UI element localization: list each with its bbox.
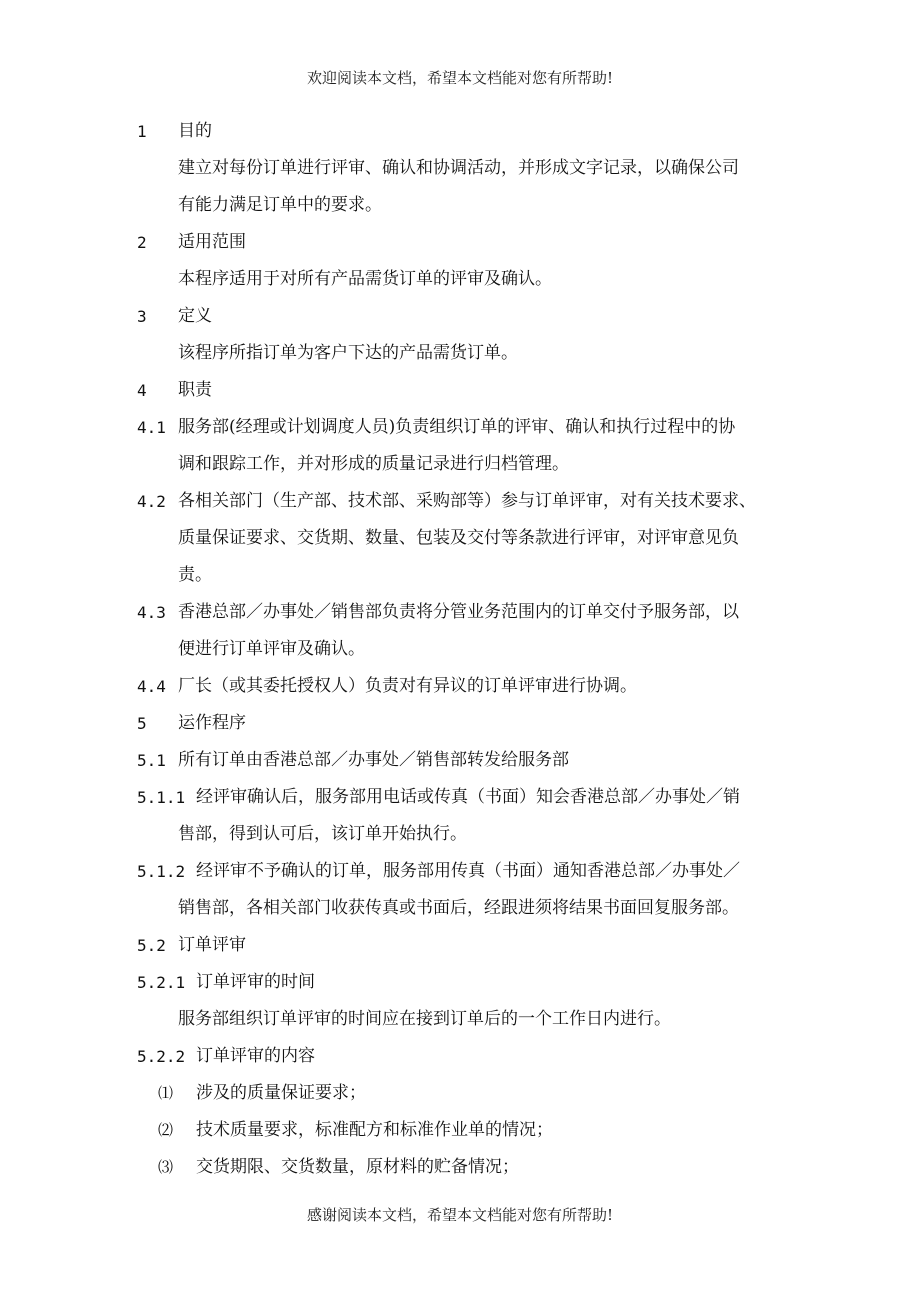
section-title: 适用范围 bbox=[178, 232, 246, 252]
section-number: 2 bbox=[137, 233, 147, 252]
section-3-heading bbox=[0, 298, 920, 335]
subsection-4-1 bbox=[0, 409, 920, 446]
paragraph-text: 调和跟踪工作，并对形成的质量记录进行归档管理。 bbox=[178, 454, 569, 474]
list-item-text: 技术质量要求，标准配方和标准作业单的情况； bbox=[196, 1120, 553, 1140]
subsection-4-2 bbox=[0, 483, 920, 520]
paragraph-text: 责。 bbox=[178, 565, 212, 585]
subsection-5-1 bbox=[0, 742, 920, 779]
section-number: 5.2 bbox=[137, 936, 166, 955]
section-number: 3 bbox=[137, 307, 147, 326]
section-5-heading bbox=[0, 705, 920, 742]
paragraph-text: 本程序适用于对所有产品需货订单的评审及确认。 bbox=[178, 269, 552, 289]
section-2-heading bbox=[0, 224, 920, 261]
section-number: 5.2.2 bbox=[137, 1047, 186, 1066]
paragraph-text: 所有订单由香港总部／办事处／销售部转发给服务部 bbox=[178, 750, 569, 770]
section-title: 运作程序 bbox=[178, 713, 246, 733]
paragraph-line bbox=[0, 816, 920, 853]
section-number: 4 bbox=[137, 381, 147, 400]
list-item-number: ⑶ bbox=[158, 1158, 174, 1176]
section-number: 5 bbox=[137, 714, 147, 733]
list-item-number: ⑵ bbox=[158, 1121, 174, 1139]
paragraph-text: 建立对每份订单进行评审、确认和协调活动，并形成文字记录，以确保公司 bbox=[178, 158, 739, 178]
paragraph-text: 订单评审的时间 bbox=[196, 972, 315, 992]
section-number: 5.1.1 bbox=[137, 788, 186, 807]
section-title: 目的 bbox=[178, 121, 212, 141]
section-number: 4.2 bbox=[137, 492, 166, 511]
section-number: 4.3 bbox=[137, 603, 166, 622]
paragraph-text: 便进行订单评审及确认。 bbox=[178, 639, 365, 659]
paragraph-text: 售部，得到认可后，该订单开始执行。 bbox=[178, 824, 467, 844]
list-item bbox=[0, 1149, 920, 1186]
paragraph-text: 经评审确认后，服务部用电话或传真（书面）知会香港总部／办事处／销 bbox=[196, 787, 740, 807]
list-item-text: 交货期限、交货数量，原材料的贮备情况； bbox=[196, 1157, 519, 1177]
subsection-5-1-1 bbox=[0, 779, 920, 816]
list-item bbox=[0, 1075, 920, 1112]
section-4-heading bbox=[0, 372, 920, 409]
paragraph-line bbox=[0, 446, 920, 483]
subsection-4-4 bbox=[0, 668, 920, 705]
paragraph-text: 质量保证要求、交货期、数量、包装及交付等条款进行评审，对评审意见负 bbox=[178, 528, 739, 548]
subsection-5-2-2 bbox=[0, 1038, 920, 1075]
header-note: 欢迎阅读本文档，希望本文档能对您有所帮助! bbox=[306, 69, 614, 87]
paragraph-text: 各相关部门（生产部、技术部、采购部等）参与订单评审，对有关技术要求、 bbox=[178, 491, 756, 511]
paragraph-text: 订单评审 bbox=[178, 935, 246, 955]
paragraph-line bbox=[0, 261, 920, 298]
paragraph-line bbox=[0, 150, 920, 187]
section-number: 5.2.1 bbox=[137, 973, 186, 992]
paragraph-text: 销售部，各相关部门收获传真或书面后，经跟进须将结果书面回复服务部。 bbox=[178, 898, 739, 918]
paragraph-line bbox=[0, 557, 920, 594]
list-item bbox=[0, 1112, 920, 1149]
section-number: 5.1 bbox=[137, 751, 166, 770]
paragraph-line bbox=[0, 335, 920, 372]
section-number: 4.1 bbox=[137, 418, 166, 437]
paragraph-text: 该程序所指订单为客户下达的产品需货订单。 bbox=[178, 343, 518, 363]
paragraph-text: 香港总部／办事处／销售部负责将分管业务范围内的订单交付予服务部，以 bbox=[178, 602, 739, 622]
list-item-text: 涉及的质量保证要求； bbox=[196, 1083, 366, 1103]
paragraph-line bbox=[0, 890, 920, 927]
paragraph-text: 服务部(经理或计划调度人员)负责组织订单的评审、确认和执行过程中的协 bbox=[178, 417, 736, 437]
section-number: 1 bbox=[137, 122, 147, 141]
subsection-5-2-1 bbox=[0, 964, 920, 1001]
section-number: 4.4 bbox=[137, 677, 166, 696]
paragraph-line bbox=[0, 520, 920, 557]
paragraph-line bbox=[0, 1001, 920, 1038]
paragraph-text: 服务部组织订单评审的时间应在接到订单后的一个工作日内进行。 bbox=[178, 1009, 671, 1029]
section-number: 5.1.2 bbox=[137, 862, 186, 881]
footer-note: 感谢阅读本文档，希望本文档能对您有所帮助! bbox=[306, 1206, 614, 1224]
paragraph-text: 订单评审的内容 bbox=[196, 1046, 315, 1066]
section-1-heading bbox=[0, 113, 920, 150]
list-item-number: ⑴ bbox=[158, 1084, 174, 1102]
paragraph-text: 有能力满足订单中的要求。 bbox=[178, 195, 382, 215]
subsection-5-2 bbox=[0, 927, 920, 964]
document-body bbox=[0, 113, 920, 1186]
section-title: 定义 bbox=[178, 306, 212, 326]
section-title: 职责 bbox=[178, 380, 212, 400]
paragraph-line bbox=[0, 187, 920, 224]
paragraph-text: 经评审不予确认的订单，服务部用传真（书面）通知香港总部／办事处／ bbox=[196, 861, 740, 881]
paragraph-line bbox=[0, 631, 920, 668]
paragraph-text: 厂长（或其委托授权人）负责对有异议的订单评审进行协调。 bbox=[178, 676, 637, 696]
subsection-4-3 bbox=[0, 594, 920, 631]
subsection-5-1-2 bbox=[0, 853, 920, 890]
